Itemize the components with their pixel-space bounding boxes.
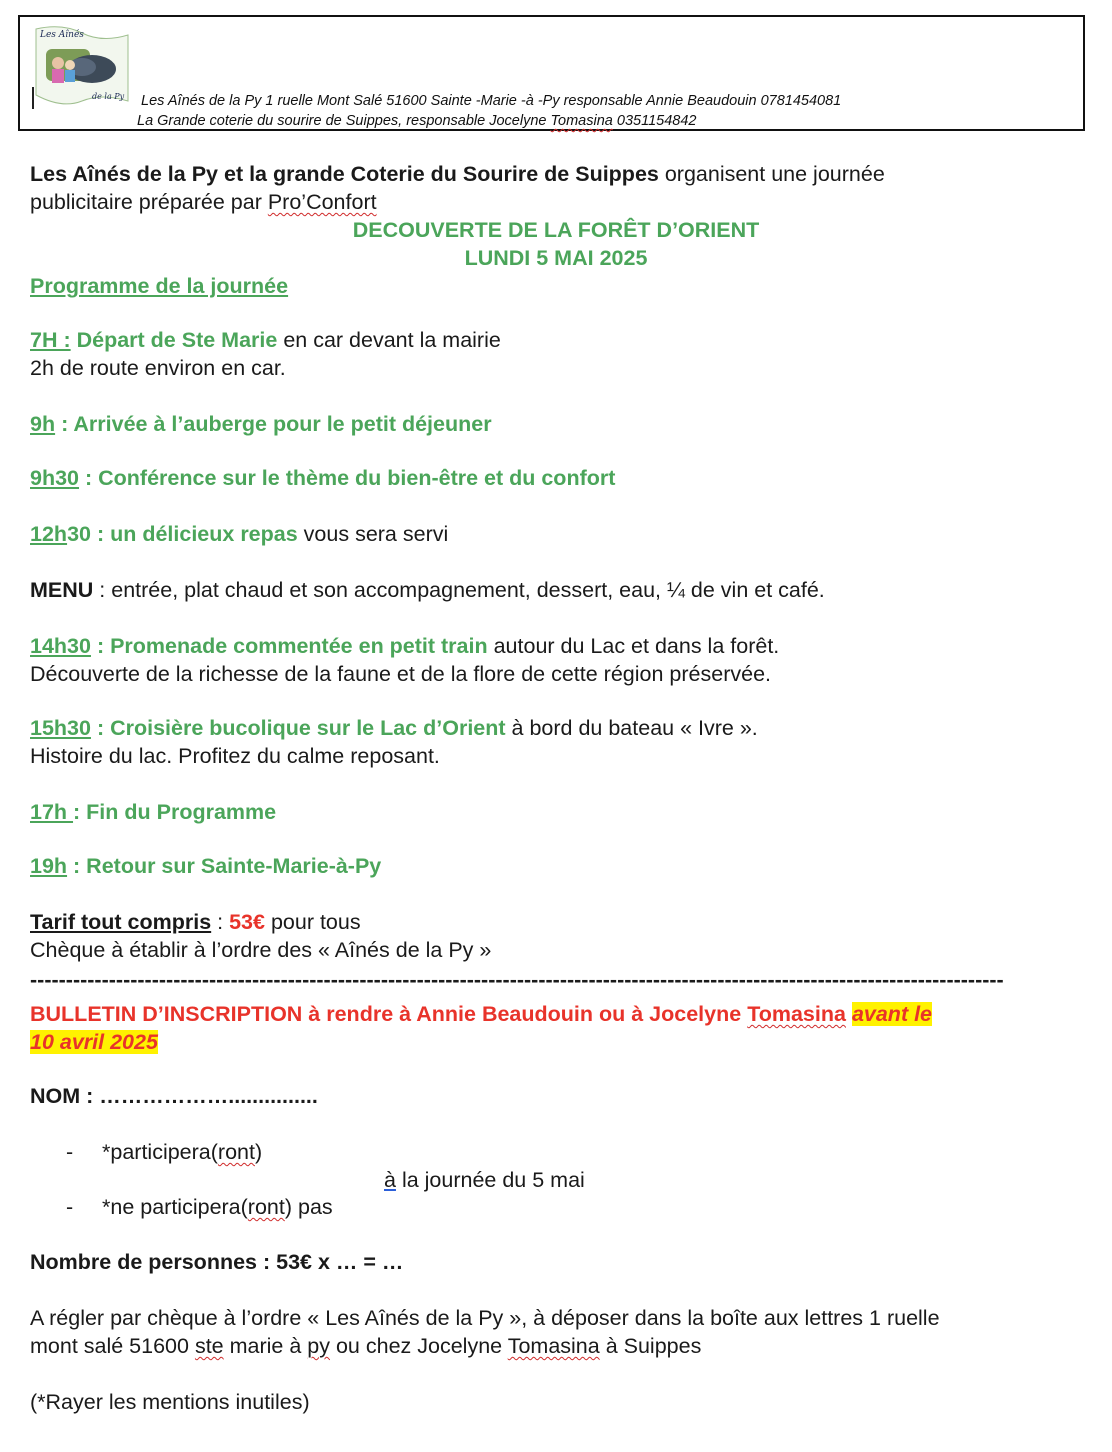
item-croisiere: 15h30 : Croisière bucolique sur le Lac d’Orient à bord du bateau « Ivre ». (30, 716, 758, 740)
option-dash-1: - (66, 1140, 74, 1164)
bulletin-line-2: 10 avril 2025 (30, 1030, 158, 1054)
cheque-line: Chèque à établir à l’ordre des « Aînés de la Py » (30, 938, 492, 962)
item-promenade: 14h30 : Promenade commentée en petit train autour du Lac et dans la forêt. (30, 634, 780, 658)
tarif-line: Tarif tout compris : 53€ pour tous (30, 910, 361, 934)
header-address-line: Les Aînés de la Py 1 ruelle Mont Salé 51600 Sainte -Marie -à -Py responsable Annie Beaudouin 0781454081 (141, 93, 842, 109)
intro-line-1: Les Aînés de la Py et la grande Coterie du Sourire de Suippes organisent une journée (30, 162, 885, 186)
intro-line-2: publicitaire préparée par Pro’Confort (30, 190, 377, 214)
program-heading: Programme de la journée (30, 274, 289, 298)
svg-text:de la Py: de la Py (92, 92, 125, 101)
item-fin: 17h : Fin du Programme (30, 800, 277, 824)
event-date: LUNDI 5 MAI 2025 (464, 246, 648, 270)
nom-field[interactable]: NOM : ………………............... (30, 1084, 318, 1108)
option-ne-participera[interactable]: *ne participera(ront) pas (102, 1195, 333, 1219)
option-dash-2: - (66, 1195, 74, 1219)
item-retour: 19h : Retour sur Sainte-Marie-à-Py (30, 854, 382, 878)
item-arrivee: 9h : Arrivée à l’auberge pour le petit déjeuner (30, 412, 492, 436)
item-repas: 12h30 : un délicieux repas vous sera servi (30, 522, 449, 546)
item-depart: 7H : Départ de Ste Marie en car devant la mairie (30, 328, 501, 352)
nombre-personnes[interactable]: Nombre de personnes : 53€ x … = … (30, 1250, 404, 1274)
header-box (18, 15, 1085, 131)
journee-label: à la journée du 5 mai (384, 1168, 585, 1192)
item-conference: 9h30 : Conférence sur le thème du bien-être et du confort (30, 466, 616, 490)
item-promenade-detail: Découverte de la richesse de la faune et de la flore de cette région préservée. (30, 662, 772, 686)
item-depart-detail: 2h de route environ en car. (30, 356, 286, 380)
club-logo (32, 23, 132, 105)
svg-text:Les Aînés: Les Aînés (40, 30, 84, 40)
payment-line-1: A régler par chèque à l’ordre « Les Aînés de la Py », à déposer dans la boîte aux lettres 1 ruelle (30, 1306, 940, 1330)
item-croisiere-detail: Histoire du lac. Profitez du calme reposant. (30, 744, 440, 768)
logo-bar (32, 87, 34, 109)
option-participera[interactable]: *participera(ront) (102, 1140, 263, 1164)
note-line: (*Rayer les mentions inutiles) (30, 1390, 310, 1414)
menu-line: MENU : entrée, plat chaud et son accompagnement, dessert, eau, ¼ de vin et café. (30, 578, 825, 602)
cut-separator: ---------------------------------------------------------------------------------------------------------------------------------------- (30, 968, 1004, 992)
event-title: DECOUVERTE DE LA FORÊT D’ORIENT (352, 218, 760, 242)
header-coterie-line: La Grande coterie du sourire de Suippes, responsable Jocelyne Tomasina 0351154842 (137, 113, 697, 129)
bulletin-line-1: BULLETIN D’INSCRIPTION à rendre à Annie Beaudouin ou à Jocelyne Tomasina avant le (30, 1002, 933, 1026)
payment-line-2: mont salé 51600 ste marie à py ou chez Jocelyne Tomasina à Suippes (30, 1334, 702, 1358)
